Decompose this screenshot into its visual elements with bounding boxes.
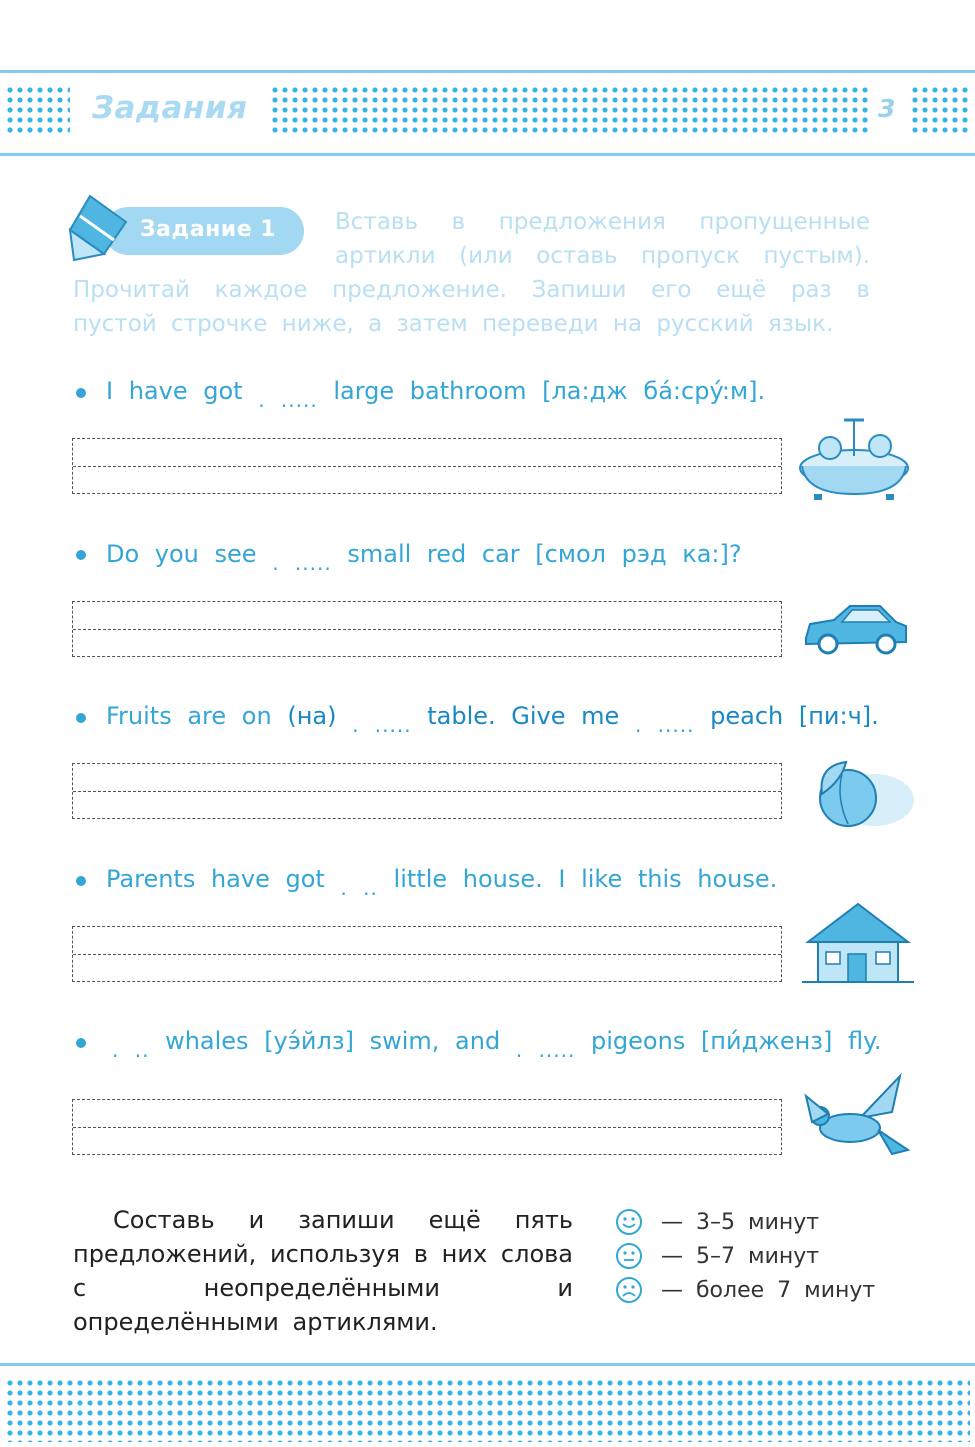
bullet (76, 1038, 86, 1048)
bullet (76, 876, 86, 886)
blank-gap: . .. (112, 1038, 150, 1062)
neutral-face-icon (615, 1242, 643, 1270)
pigeon-illustration (800, 1072, 912, 1162)
blank-gap: . ..... (352, 713, 412, 737)
header-top-rule (0, 70, 975, 73)
timing-row-3 (615, 1275, 875, 1305)
task-instruction: Вставь в предложения пропущенные артикли (или оставь пропуск пустым). Прочитай каждое предложение. Запиши его ещё раз в пустой строчке ниже, а затем переведи на русский язык. (73, 209, 870, 337)
header-bottom-rule (0, 153, 975, 156)
answer-line-4[interactable] (72, 926, 782, 982)
bathtub-illustration (796, 410, 912, 502)
exercise-sentence-3: Fruits are on (на) $_{. .....}$ table. Give me $_{. .....}$ peach [пи:ч]. (106, 702, 879, 737)
bullet (76, 550, 86, 560)
header-dot-pattern-left (5, 85, 70, 135)
blank-gap: . ..... (272, 551, 332, 575)
answer-line-2[interactable] (72, 601, 782, 657)
page-number: 3 (878, 94, 896, 123)
peach-illustration (802, 754, 918, 832)
exercise-sentence-4: Parents have got $_{. ..}$ little house. I like this house. (106, 865, 778, 900)
answer-line-3[interactable] (72, 763, 782, 819)
blank-gap: . ..... (258, 388, 318, 412)
footer-dot-pattern (5, 1378, 970, 1442)
bullet (76, 713, 86, 723)
exercise-sentence-5: $_{. ..}$ whales [уэ́йлз] swim, and $_{. .....}$ pigeons [пи́дженз] fly. (112, 1027, 882, 1062)
answer-line-5[interactable] (72, 1099, 782, 1155)
happy-face-icon (615, 1208, 643, 1236)
timing-text: — 5–7 минут (661, 1243, 820, 1269)
bullet (76, 388, 86, 398)
blank-gap: . ..... (515, 1038, 576, 1062)
header-dot-pattern-middle (270, 85, 870, 135)
task-badge-label: Задание 1 (140, 217, 277, 242)
header-title: Задания (92, 90, 248, 126)
exercise-sentence-1: I have got $_{. .....}$ large bathroom [ла:дж бá:срý:м]. (106, 377, 766, 412)
car-illustration (800, 598, 910, 660)
exercise-sentence-2: Do you see $_{. .....}$ small red car [смол рэд ка:]? (106, 540, 742, 575)
header-dot-pattern-right (910, 85, 970, 135)
blank-gap: . .. (340, 876, 378, 900)
timing-text: — более 7 минут (661, 1277, 876, 1303)
house-illustration (798, 898, 918, 988)
answer-line-1[interactable] (72, 438, 782, 494)
timing-text: — 3–5 минут (661, 1209, 820, 1235)
extra-task-text: Составь и запиши ещё пять предложений, используя в них слова с неопределёнными и определёнными артиклями. (73, 1206, 573, 1336)
timing-row-2 (615, 1241, 819, 1271)
footer-top-rule (0, 1363, 975, 1366)
timing-row-1 (615, 1207, 819, 1237)
sad-face-icon (615, 1276, 643, 1304)
blank-gap: . ..... (634, 713, 695, 737)
